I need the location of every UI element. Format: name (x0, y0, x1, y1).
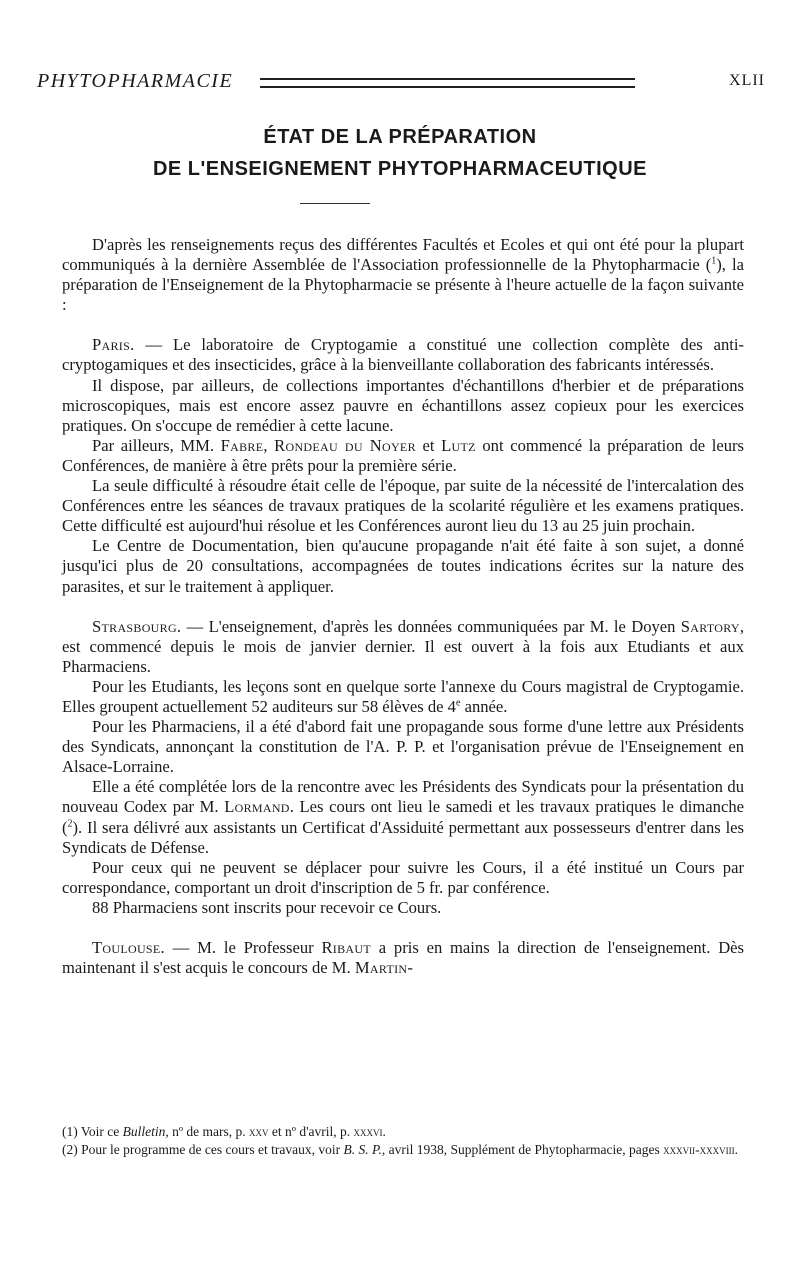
article-title-line-1: ÉTAT DE LA PRÉPARATION (263, 126, 537, 148)
strasbourg-paragraph-2 (62, 677, 744, 717)
footnote-2-italic: B. S. P. (343, 1142, 382, 1157)
article-body (62, 235, 744, 978)
footnote-ref-2: 2 (67, 818, 73, 829)
strasbourg-paragraph-6: 88 Pharmaciens sont inscrits pour recevoir ce Cours. (92, 897, 442, 917)
footnote-1 (62, 1123, 744, 1141)
toulouse-text-1a: — M. le Professeur (164, 938, 322, 957)
footnote-2 (62, 1141, 744, 1159)
person-name: Fabre (220, 435, 264, 455)
strasbourg-text-4c: ). Il sera délivré aux assistants un Certificat d'Assiduité permettant aux possesseurs d'entrer dans les Syndicats de Défense. (62, 817, 744, 857)
ordinal-superscript: e (455, 697, 461, 709)
intro-paragraph (62, 235, 744, 315)
strasbourg-text-1b: , est commencé depuis le mois de janvier dernier. Il est ouvert à la fois aux Etudiants et aux Pharmaciens. (62, 616, 744, 676)
section-label-strasbourg: Strasbourg. (92, 616, 182, 636)
section-label-toulouse: Toulouse. (92, 938, 165, 957)
footnote-2-text: (2) Pour le programme de ces cours et travaux, voir (62, 1142, 344, 1157)
header-double-rule (260, 78, 635, 88)
section-label-paris: Paris. (92, 335, 135, 355)
person-name: Rondeau du Noyer (274, 435, 416, 455)
title-separator-rule (300, 203, 370, 204)
article-title-line-2: DE L'ENSEIGNEMENT PHYTOPHARMACEUTIQUE (152, 158, 648, 180)
paris-paragraph-3 (62, 436, 744, 476)
page-header (37, 70, 765, 100)
strasbourg-text-4b: . Les cours ont lieu le samedi et les travaux pratiques le dimanche ( (62, 797, 744, 837)
toulouse-paragraph-1 (62, 938, 744, 978)
strasbourg-paragraph-4 (62, 777, 744, 857)
person-name: Lormand (224, 797, 290, 817)
strasbourg-paragraph-5: Pour ceux qui ne peuvent se déplacer pour suivre les Cours, il a été institué un Cours par correspondance, comportant un droit d'inscription de 5 fr. par conférence. (62, 857, 744, 897)
strasbourg-text-1a: — L'enseignement, d'après les données communiquées par M. le Doyen (181, 616, 681, 636)
intro-text-end: ), la préparation de l'Enseignement de la Phytopharmacie se présente à l'heure actuelle de la façon suivante : (62, 255, 744, 315)
person-name: Lutz (441, 435, 476, 455)
footnotes (62, 1123, 744, 1159)
strasbourg-paragraph-3: Pour les Pharmaciens, il a été d'abord fait une propagande sous forme d'une lettre aux Présidents des Syndicats, annonçant la constitution de l'A. P. P. et l'organisation prévue de l'Enseignement en Alsace-Lorraine. (62, 717, 744, 777)
strasbourg-text-2: Pour les Etudiants, les leçons sont en quelque sorte l'annexe du Cours magistral de Cryptogamie. Elles groupent actuellement 52 auditeurs sur 58 élèves de 4 (62, 676, 744, 716)
paris-text-3c: et (415, 435, 442, 455)
footnote-1-italic: Bulletin (122, 1124, 166, 1139)
paris-paragraph-4: La seule difficulté à résoudre était celle de l'époque, par suite de la nécessité de l'intercalation des Conférences entre les séances de travaux pratiques de la scolarité régulière et les examens pratiques. Cette difficulté est aujourd'hui résolue et les Conférences auront lieu du 13 au 25 juin prochain. (62, 476, 744, 536)
strasbourg-text-2-end: année. (460, 696, 508, 716)
paris-text-3a: Par ailleurs, MM. (92, 435, 221, 455)
strasbourg-paragraph-1 (62, 617, 744, 677)
paris-text-3d: ont commencé la préparation de leurs Conférences, de manière à être prêts pour la première série. (62, 435, 744, 475)
footnote-2-text-b: , avril 1938, Supplément de Phytopharmacie, pages (381, 1142, 664, 1157)
roman-page-ref: xxv (249, 1124, 269, 1139)
running-title: PHYTOPHARMACIE (37, 70, 234, 92)
footnote-1-text-d: . (382, 1124, 386, 1139)
roman-page-ref: xxxvi (353, 1124, 383, 1139)
footnote-1-text-c: et nº d'avril, p. (268, 1124, 354, 1139)
person-name: Sartory (680, 616, 740, 636)
person-name: Ribaut (321, 938, 371, 957)
paris-paragraph-1 (62, 335, 744, 375)
footnote-ref-1: 1 (711, 255, 717, 267)
toulouse-text-1b: a pris en mains la direction de l'enseignement. Dès maintenant il s'est acquis le concours de M. (62, 938, 744, 978)
footnote-1-text-b: , nº de mars, p. (165, 1124, 250, 1139)
intro-text: D'après les renseignements reçus des différentes Facultés et Ecoles et qui ont été pour la plupart communiqués à la dernière Assemblée de l'Association professionnelle de la Phytopharmacie ( (62, 235, 744, 275)
roman-page-ref: xxxvii-xxxviii (663, 1142, 735, 1157)
page-number: XLII (729, 72, 765, 89)
footnote-1-text: (1) Voir ce (62, 1124, 123, 1139)
paris-text-3b: , (263, 435, 275, 455)
strasbourg-text-4a: Elle a été complétée lors de la rencontre avec les Présidents des Syndicats pour la présentation du nouveau Codex par M. (62, 777, 744, 817)
paris-paragraph-5: Le Centre de Documentation, bien qu'aucune propagande n'ait été faite à son sujet, a donné jusqu'ici plus de 20 consultations, accompagnées de toutes indications écrites sur la nature des parasites, et sur le traitement à appliquer. (62, 536, 744, 596)
footnote-2-text-c: . (734, 1142, 738, 1157)
person-name: Martin- (354, 958, 414, 978)
paris-text-1: — Le laboratoire de Cryptogamie a constitué une collection complète des anti-cryptogamiques et des insecticides, grâce à la bienveillante collaboration des fabricants intéressés. (62, 335, 744, 375)
paris-paragraph-2: Il dispose, par ailleurs, de collections importantes d'échantillons d'herbier et de préparations microscopiques, mais est encore assez pauvre en échantillons assez copieux pour les exercices pratiques. On s'occupe de remédier à cette lacune. (62, 375, 744, 435)
